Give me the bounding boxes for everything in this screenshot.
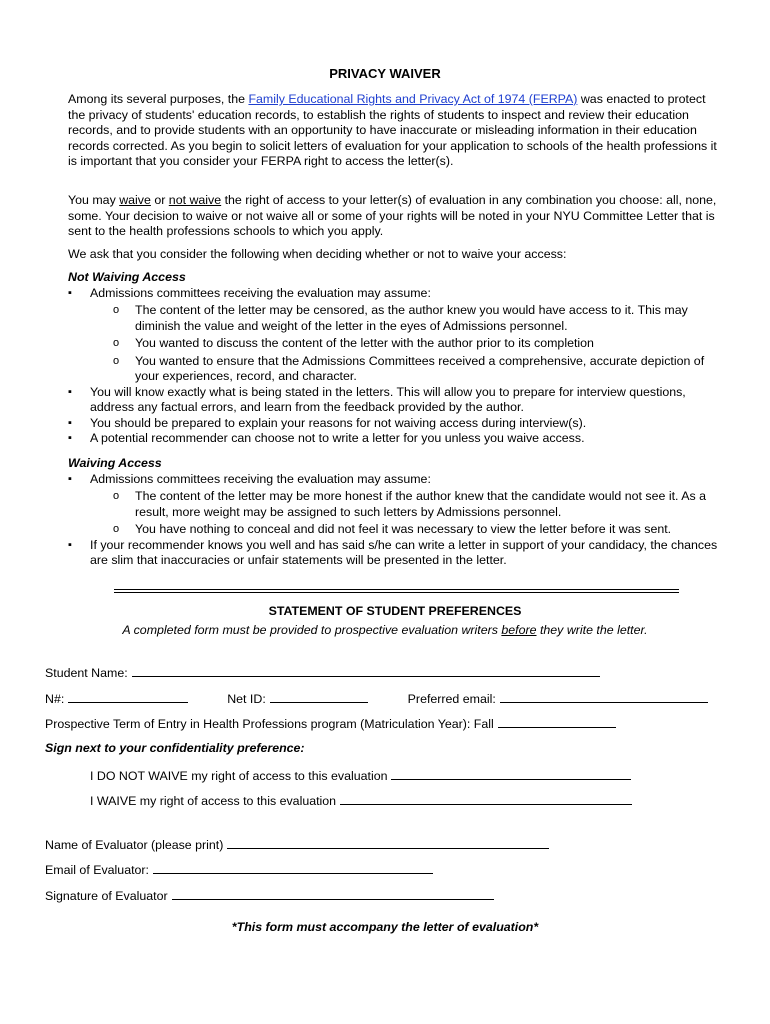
evaluator-signature-row: [45, 887, 494, 905]
evaluator-signature-field[interactable]: [172, 887, 494, 900]
footer-note: *This form must accompany the letter of evaluation*: [231, 920, 539, 934]
not-waive-row: [90, 767, 631, 785]
list-item: ▪ A potential recommender can choose not to write a letter for you unless you waive access.: [68, 431, 728, 447]
n-number-field[interactable]: [68, 690, 188, 703]
list-item: [68, 472, 728, 538]
sub-list: [90, 303, 728, 385]
list-item-text: Admissions committees receiving the evaluation may assume:: [90, 471, 431, 486]
sub-item-text: You have nothing to conceal and did not feel it was necessary to view the letter before it was sent.: [135, 522, 672, 536]
bullet-marker: o: [113, 337, 120, 349]
statement-title: STATEMENT OF STUDENT PREFERENCES: [268, 604, 522, 618]
page-title: PRIVACY WAIVER: [329, 66, 441, 81]
not-waiving-heading: Not Waiving Access: [68, 270, 186, 284]
bullet-marker: o: [113, 490, 120, 502]
evaluator-email-label: Email of Evaluator:: [45, 863, 149, 877]
evaluator-signature-label: Signature of Evaluator: [45, 889, 168, 903]
sign-heading: Sign next to your confidentiality preference:: [45, 741, 305, 755]
sub-list-item: [90, 489, 728, 520]
preferred-email-label: Preferred email:: [407, 692, 496, 706]
student-name-row: [45, 664, 600, 682]
sub-list: [90, 489, 728, 538]
bullet-marker: o: [113, 523, 120, 535]
sub-list-item: [90, 354, 728, 385]
statement-sub-text: A completed form must be provided to prospective evaluation writers: [122, 623, 502, 637]
intro-text-after: was enacted to protect the privacy of students' education records, to establish the rights of students to inspect and review their education records, and to provide students with an opportunity to have inaccurate or misleading information in their education records corrected. As you begin to solicit letters of evaluation for your application to schools of the health professions it is important that you consider your FERPA right to access the letter(s).: [68, 92, 717, 168]
not-waive-underlined: not waive: [168, 193, 222, 207]
evaluator-email-row: [45, 861, 433, 879]
choice-text-b: or: [150, 193, 169, 207]
not-waiving-section: [68, 270, 728, 447]
ferpa-link[interactable]: Family Educational Rights and Privacy Act of 1974 (FERPA): [248, 92, 578, 106]
term-label: Prospective Term of Entry in Health Professions program (Matriculation Year): Fall: [45, 717, 494, 731]
student-name-field[interactable]: [132, 664, 600, 677]
evaluator-name-row: [45, 836, 549, 854]
waiving-heading: Waiving Access: [68, 456, 162, 470]
before-underlined: before: [501, 623, 537, 637]
bullet-marker: o: [113, 354, 120, 367]
list-item: ▪ If your recommender knows you well and has said s/he can write a letter in support of your candidacy, the chances are slim that inaccuracies or unfair statements will be presented in the letter.: [68, 538, 728, 569]
waive-row: [90, 792, 632, 810]
net-id-label: Net ID:: [227, 692, 266, 706]
not-waive-label: I DO NOT WAIVE my right of access to this evaluation: [90, 769, 388, 783]
student-name-label: Student Name:: [45, 666, 128, 680]
intro-paragraph-ferpa: [68, 92, 718, 170]
evaluator-email-field[interactable]: [153, 861, 433, 874]
sub-list-item: [90, 522, 728, 538]
list-item-text: Admissions committees receiving the evaluation may assume:: [90, 285, 431, 300]
sub-item-text: You wanted to ensure that the Admissions Committees received a comprehensive, accurate depiction of your experiences, record, and character.: [135, 353, 705, 383]
sub-list-item: [90, 336, 728, 352]
choice-text-c: the right of access to your letter(s) of evaluation in any combination you choose: all, none, some. Your decision to waive or not waive all or some of your rights will be noted in your NYU Committee Letter that is sent to the health professions schools to which you apply.: [68, 193, 717, 238]
preferred-email-field[interactable]: [500, 690, 708, 703]
evaluator-name-label: Name of Evaluator (please print): [45, 838, 224, 852]
not-waiving-list: [68, 286, 728, 447]
statement-subtitle: [0, 623, 770, 639]
intro-paragraph-choice: [68, 193, 718, 240]
section-divider: [114, 589, 679, 593]
list-item: [68, 286, 728, 385]
net-id-field[interactable]: [270, 690, 368, 703]
sub-item-text: The content of the letter may be censored, as the author knew you would have access to it. This may diminish the value and weight of the letter in the eyes of Admissions personnel.: [135, 303, 688, 333]
list-item: ▪ You will know exactly what is being stated in the letters. This will allow you to prepare for interview questions, address any factual errors, and learn from the feedback provided by the author.: [68, 385, 728, 416]
list-item: ▪ You should be prepared to explain your reasons for not waiving access during interview(s).: [68, 416, 728, 432]
n-number-label: N#:: [45, 692, 65, 706]
sub-list-item: [90, 303, 728, 334]
statement-sub-text-end: they write the letter.: [536, 623, 648, 637]
intro-paragraph-consider: We ask that you consider the following when deciding whether or not to waive your access:: [68, 247, 567, 261]
waiving-section: [68, 456, 728, 569]
id-row: [45, 690, 708, 708]
not-waive-signature-field[interactable]: [391, 767, 631, 780]
sub-item-text: The content of the letter may be more honest if the author knew that the candidate would not see it. As a result, more weight may be assigned to such letters by Admissions personnel.: [135, 489, 707, 519]
sub-item-text: You wanted to discuss the content of the letter with the author prior to its completion: [135, 336, 594, 350]
bullet-marker: o: [113, 304, 120, 316]
waive-label: I WAIVE my right of access to this evaluation: [90, 794, 337, 808]
waive-underlined: waive: [119, 193, 151, 207]
waive-signature-field[interactable]: [340, 792, 632, 805]
choice-text-a: You may: [68, 193, 120, 207]
term-field[interactable]: [498, 715, 616, 728]
term-row: [45, 715, 616, 733]
evaluator-name-field[interactable]: [227, 836, 549, 849]
intro-text-before: Among its several purposes, the: [68, 92, 249, 106]
waiving-list: [68, 472, 728, 569]
